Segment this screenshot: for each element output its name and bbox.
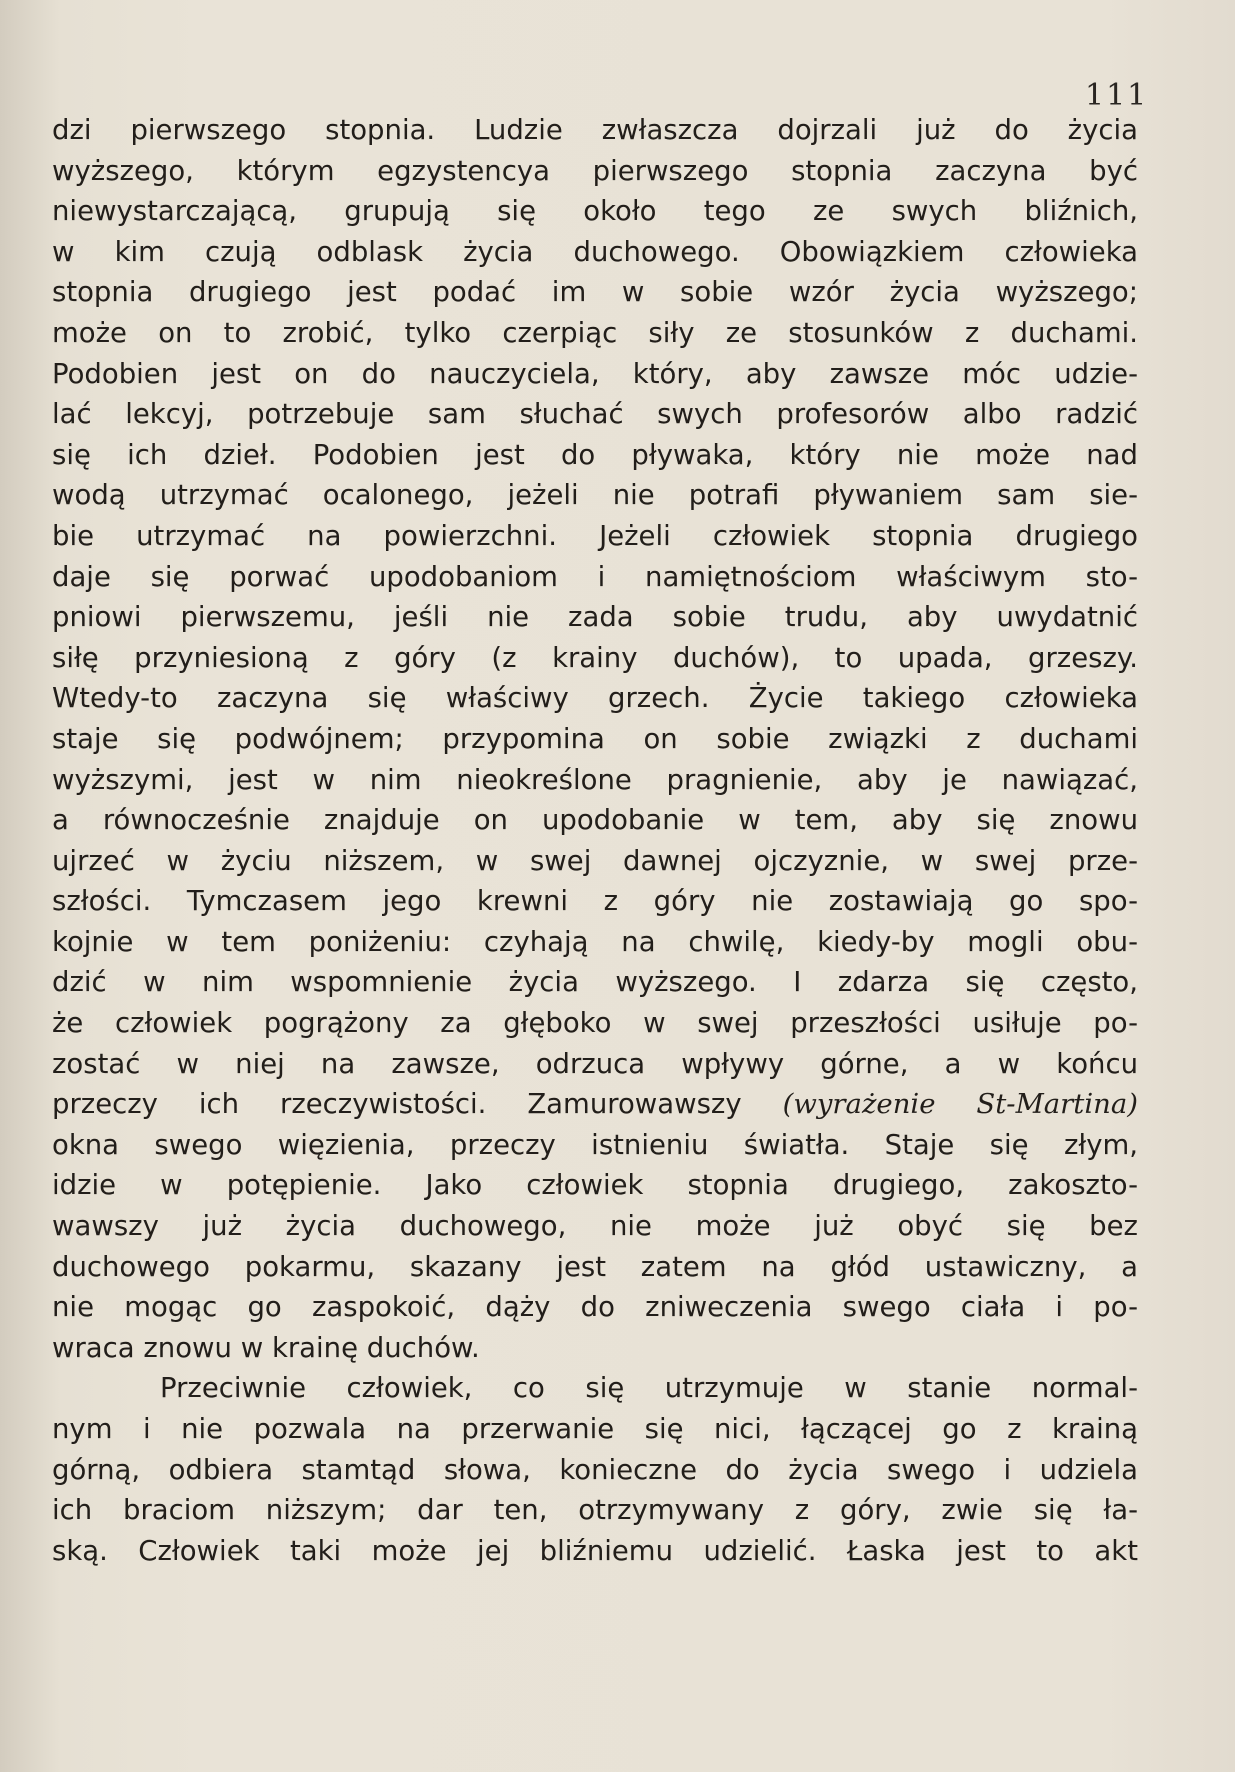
text-line: niewystarczającą, grupują się około tego ze swych bliźnich,	[52, 195, 1138, 228]
paragraph-2	[52, 1368, 1138, 1571]
text-line: wraca znowu w krainę duchów.	[52, 1331, 480, 1364]
paragraph-1	[52, 110, 1138, 1368]
text-line: pniowi pierwszemu, jeśli nie zada sobie trudu, aby uwydatnić	[52, 601, 1138, 634]
text-line: okna swego więzienia, przeczy istnieniu światła. Staje się złym,	[52, 1128, 1138, 1161]
text-line: wawszy już życia duchowego, nie może już obyć się bez	[52, 1210, 1138, 1243]
italic-quote: (wyrażenie St-Martina)	[782, 1088, 1138, 1121]
text-line: wyższego, którym egzystencya pierwszego stopnia zaczyna być	[52, 154, 1138, 187]
body-text	[52, 110, 1138, 1571]
text-line: Wtedy-to zaczyna się właściwy grzech. Życie takiego człowieka	[52, 682, 1138, 715]
text-line: lać lekcyj, potrzebuje sam słuchać swych profesorów albo radzić	[52, 398, 1138, 431]
text-line-with-italic	[52, 1084, 1138, 1125]
text-line: wyższymi, jest w nim nieokreślone pragnienie, aby je nawiązać,	[52, 763, 1138, 796]
text-line: ską. Człowiek taki może jej bliźniemu udzielić. Łaska jest to akt	[52, 1534, 1138, 1567]
text-line: bie utrzymać na powierzchni. Jeżeli człowiek stopnia drugiego	[52, 519, 1138, 552]
text-line: a równocześnie znajduje on upodobanie w tem, aby się znowu	[52, 804, 1138, 837]
text-line: dzić w nim wspomnienie życia wyższego. I zdarza się często,	[52, 966, 1138, 999]
text-line: w kim czują odblask życia duchowego. Obowiązkiem człowieka	[52, 235, 1138, 268]
text-line: staje się podwójnem; przypomina on sobie związki z duchami	[52, 722, 1138, 755]
text-line: kojnie w tem poniżeniu: czyhają na chwilę, kiedy-by mogli obu-	[52, 925, 1138, 958]
text-line: Podobien jest on do nauczyciela, który, aby zawsze móc udzie-	[52, 357, 1138, 390]
text-line: ujrzeć w życiu niższem, w swej dawnej ojczyznie, w swej prze-	[52, 844, 1138, 877]
text-line: nym i nie pozwala na przerwanie się nici, łączącej go z krainą	[52, 1413, 1138, 1445]
text-line: że człowiek pogrążony za głęboko w swej przeszłości usiłuje po-	[52, 1007, 1138, 1040]
text-line: duchowego pokarmu, skazany jest zatem na głód ustawiczny, a	[52, 1250, 1138, 1283]
text-line: Przeciwnie człowiek, co się utrzymuje w stanie normal-	[160, 1372, 1138, 1405]
page-number: 111	[1085, 78, 1149, 113]
text-line: idzie w potępienie. Jako człowiek stopnia drugiego, zakoszto-	[52, 1169, 1138, 1202]
text-line: górną, odbiera stamtąd słowa, konieczne do życia swego i udziela	[52, 1453, 1138, 1486]
text-line: ich braciom niższym; dar ten, otrzymywany z góry, zwie się ła-	[52, 1494, 1138, 1527]
text-line: szłości. Tymczasem jego krewni z góry nie zostawiają go spo-	[52, 885, 1138, 918]
text-line: stopnia drugiego jest podać im w sobie wzór życia wyższego;	[52, 276, 1138, 309]
text-line: dzi pierwszego stopnia. Ludzie zwłaszcza dojrzali już do życia	[52, 114, 1138, 146]
text-segment: przeczy ich rzeczywistości. Zamurowawszy	[52, 1088, 742, 1121]
text-line: siłę przyniesioną z góry (z krainy duchów), to upada, grzeszy.	[52, 641, 1138, 674]
text-line: zostać w niej na zawsze, odrzuca wpływy górne, a w końcu	[52, 1047, 1138, 1080]
text-line: nie mogąc go zaspokoić, dąży do zniweczenia swego ciała i po-	[52, 1291, 1138, 1324]
text-line: się ich dzieł. Podobien jest do pływaka, który nie może nad	[52, 438, 1138, 471]
text-line: może on to zrobić, tylko czerpiąc siły ze stosunków z duchami.	[52, 316, 1138, 349]
text-line: daje się porwać upodobaniom i namiętnościom właściwym sto-	[52, 560, 1138, 593]
text-line: wodą utrzymać ocalonego, jeżeli nie potrafi pływaniem sam sie-	[52, 479, 1138, 512]
